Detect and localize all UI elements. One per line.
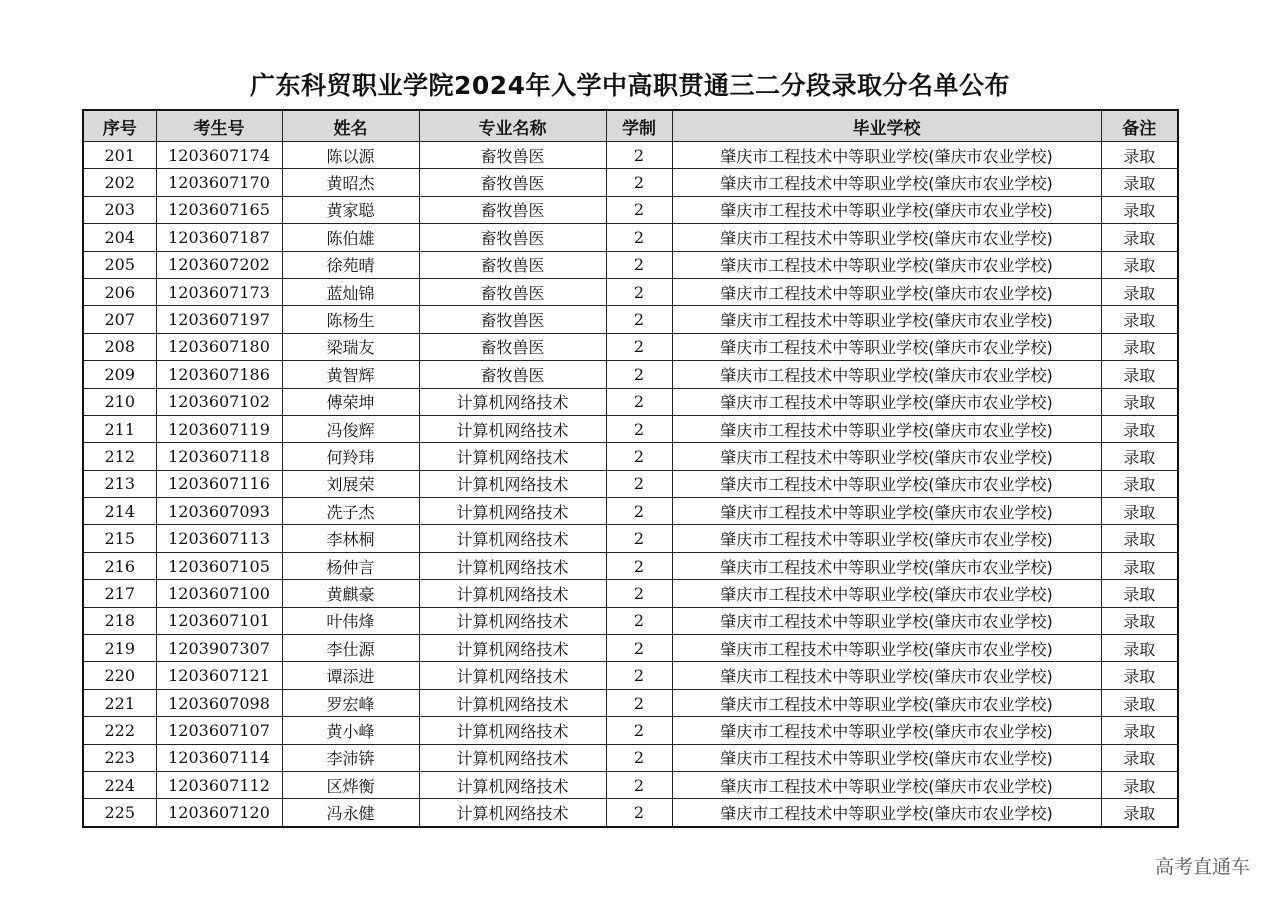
cell-name: 黄昭杰	[282, 169, 419, 196]
cell-remark: 录取	[1101, 525, 1178, 552]
cell-remark: 录取	[1101, 744, 1178, 771]
table-row	[83, 498, 1178, 525]
cell-duration: 2	[606, 744, 672, 771]
cell-exam-id: 1203607119	[156, 415, 282, 442]
cell-seq: 203	[83, 196, 156, 223]
cell-major: 计算机网络技术	[419, 525, 606, 552]
cell-school: 肇庆市工程技术中等职业学校(肇庆市农业学校)	[672, 717, 1101, 744]
cell-remark: 录取	[1101, 415, 1178, 442]
cell-remark: 录取	[1101, 388, 1178, 415]
cell-duration: 2	[606, 689, 672, 716]
cell-remark: 录取	[1101, 498, 1178, 525]
cell-remark: 录取	[1101, 799, 1178, 827]
column-header-exam-id: 考生号	[156, 110, 282, 142]
cell-seq: 217	[83, 580, 156, 607]
cell-school: 肇庆市工程技术中等职业学校(肇庆市农业学校)	[672, 224, 1101, 251]
cell-name: 陈以源	[282, 142, 419, 169]
cell-name: 罗宏峰	[282, 689, 419, 716]
cell-name: 徐苑晴	[282, 251, 419, 278]
cell-duration: 2	[606, 333, 672, 360]
cell-major: 畜牧兽医	[419, 306, 606, 333]
cell-school: 肇庆市工程技术中等职业学校(肇庆市农业学校)	[672, 306, 1101, 333]
table-row	[83, 443, 1178, 470]
cell-school: 肇庆市工程技术中等职业学校(肇庆市农业学校)	[672, 278, 1101, 305]
table-row	[83, 662, 1178, 689]
cell-name: 区烨衡	[282, 771, 419, 798]
cell-seq: 201	[83, 142, 156, 169]
cell-duration: 2	[606, 771, 672, 798]
cell-exam-id: 1203607107	[156, 717, 282, 744]
cell-name: 黄小峰	[282, 717, 419, 744]
cell-duration: 2	[606, 470, 672, 497]
table-row	[83, 251, 1178, 278]
cell-major: 计算机网络技术	[419, 443, 606, 470]
cell-duration: 2	[606, 662, 672, 689]
table-row	[83, 525, 1178, 552]
cell-seq: 212	[83, 443, 156, 470]
cell-duration: 2	[606, 196, 672, 223]
table-row	[83, 224, 1178, 251]
cell-duration: 2	[606, 799, 672, 827]
cell-duration: 2	[606, 580, 672, 607]
column-header-seq: 序号	[83, 110, 156, 142]
cell-exam-id: 1203607170	[156, 169, 282, 196]
cell-remark: 录取	[1101, 771, 1178, 798]
cell-duration: 2	[606, 278, 672, 305]
cell-seq: 218	[83, 607, 156, 634]
cell-duration: 2	[606, 224, 672, 251]
cell-exam-id: 1203607102	[156, 388, 282, 415]
cell-duration: 2	[606, 415, 672, 442]
cell-exam-id: 1203607173	[156, 278, 282, 305]
cell-seq: 215	[83, 525, 156, 552]
cell-name: 李沛锛	[282, 744, 419, 771]
cell-school: 肇庆市工程技术中等职业学校(肇庆市农业学校)	[672, 580, 1101, 607]
cell-school: 肇庆市工程技术中等职业学校(肇庆市农业学校)	[672, 443, 1101, 470]
cell-name: 陈杨生	[282, 306, 419, 333]
cell-exam-id: 1203607180	[156, 333, 282, 360]
cell-name: 李林桐	[282, 525, 419, 552]
cell-remark: 录取	[1101, 361, 1178, 388]
cell-remark: 录取	[1101, 169, 1178, 196]
cell-major: 计算机网络技术	[419, 552, 606, 579]
table-row	[83, 142, 1178, 169]
cell-school: 肇庆市工程技术中等职业学校(肇庆市农业学校)	[672, 799, 1101, 827]
cell-major: 计算机网络技术	[419, 717, 606, 744]
cell-exam-id: 1203607113	[156, 525, 282, 552]
cell-name: 李仕源	[282, 635, 419, 662]
watermark-text: 高考直通车	[1154, 856, 1250, 878]
cell-school: 肇庆市工程技术中等职业学校(肇庆市农业学校)	[672, 361, 1101, 388]
cell-school: 肇庆市工程技术中等职业学校(肇庆市农业学校)	[672, 662, 1101, 689]
cell-school: 肇庆市工程技术中等职业学校(肇庆市农业学校)	[672, 415, 1101, 442]
cell-exam-id: 1203607197	[156, 306, 282, 333]
cell-remark: 录取	[1101, 470, 1178, 497]
cell-seq: 214	[83, 498, 156, 525]
cell-seq: 220	[83, 662, 156, 689]
cell-duration: 2	[606, 388, 672, 415]
cell-major: 畜牧兽医	[419, 251, 606, 278]
cell-remark: 录取	[1101, 142, 1178, 169]
cell-name: 冼子杰	[282, 498, 419, 525]
cell-name: 何羚玮	[282, 443, 419, 470]
cell-seq: 208	[83, 333, 156, 360]
cell-major: 计算机网络技术	[419, 635, 606, 662]
cell-name: 杨仲言	[282, 552, 419, 579]
cell-school: 肇庆市工程技术中等职业学校(肇庆市农业学校)	[672, 689, 1101, 716]
cell-school: 肇庆市工程技术中等职业学校(肇庆市农业学校)	[672, 196, 1101, 223]
cell-major: 计算机网络技术	[419, 744, 606, 771]
cell-major: 畜牧兽医	[419, 278, 606, 305]
cell-exam-id: 1203607186	[156, 361, 282, 388]
cell-name: 叶伟烽	[282, 607, 419, 634]
cell-school: 肇庆市工程技术中等职业学校(肇庆市农业学校)	[672, 470, 1101, 497]
cell-remark: 录取	[1101, 607, 1178, 634]
cell-name: 黄家聪	[282, 196, 419, 223]
cell-major: 畜牧兽医	[419, 361, 606, 388]
cell-exam-id: 1203607093	[156, 498, 282, 525]
cell-duration: 2	[606, 607, 672, 634]
page-title: 广东科贸职业学院2024年入学中高职贯通三二分段录取分名单公布	[249, 71, 1011, 100]
column-header-school: 毕业学校	[672, 110, 1101, 142]
admission-table	[82, 109, 1179, 828]
cell-school: 肇庆市工程技术中等职业学校(肇庆市农业学校)	[672, 388, 1101, 415]
cell-major: 计算机网络技术	[419, 607, 606, 634]
cell-exam-id: 1203607118	[156, 443, 282, 470]
cell-duration: 2	[606, 306, 672, 333]
cell-school: 肇庆市工程技术中等职业学校(肇庆市农业学校)	[672, 525, 1101, 552]
cell-duration: 2	[606, 142, 672, 169]
cell-seq: 211	[83, 415, 156, 442]
table-row	[83, 196, 1178, 223]
cell-name: 傅荣坤	[282, 388, 419, 415]
cell-duration: 2	[606, 361, 672, 388]
cell-school: 肇庆市工程技术中等职业学校(肇庆市农业学校)	[672, 635, 1101, 662]
cell-remark: 录取	[1101, 443, 1178, 470]
cell-school: 肇庆市工程技术中等职业学校(肇庆市农业学校)	[672, 333, 1101, 360]
table-row	[83, 333, 1178, 360]
cell-exam-id: 1203607100	[156, 580, 282, 607]
cell-seq: 204	[83, 224, 156, 251]
cell-remark: 录取	[1101, 580, 1178, 607]
cell-school: 肇庆市工程技术中等职业学校(肇庆市农业学校)	[672, 498, 1101, 525]
cell-school: 肇庆市工程技术中等职业学校(肇庆市农业学校)	[672, 771, 1101, 798]
cell-exam-id: 1203607114	[156, 744, 282, 771]
cell-exam-id: 1203607120	[156, 799, 282, 827]
cell-remark: 录取	[1101, 224, 1178, 251]
cell-major: 计算机网络技术	[419, 388, 606, 415]
cell-duration: 2	[606, 498, 672, 525]
cell-duration: 2	[606, 717, 672, 744]
table-row	[83, 388, 1178, 415]
cell-school: 肇庆市工程技术中等职业学校(肇庆市农业学校)	[672, 744, 1101, 771]
cell-seq: 219	[83, 635, 156, 662]
table-row	[83, 689, 1178, 716]
cell-seq: 222	[83, 717, 156, 744]
table-row	[83, 771, 1178, 798]
cell-seq: 207	[83, 306, 156, 333]
cell-major: 畜牧兽医	[419, 169, 606, 196]
cell-name: 谭添进	[282, 662, 419, 689]
cell-major: 畜牧兽医	[419, 333, 606, 360]
table-row	[83, 361, 1178, 388]
cell-remark: 录取	[1101, 662, 1178, 689]
cell-major: 畜牧兽医	[419, 224, 606, 251]
cell-exam-id: 1203607202	[156, 251, 282, 278]
table-row	[83, 415, 1178, 442]
table-header-row	[83, 110, 1178, 142]
table-row	[83, 470, 1178, 497]
cell-duration: 2	[606, 251, 672, 278]
cell-remark: 录取	[1101, 552, 1178, 579]
column-header-remark: 备注	[1101, 110, 1178, 142]
cell-seq: 216	[83, 552, 156, 579]
cell-school: 肇庆市工程技术中等职业学校(肇庆市农业学校)	[672, 169, 1101, 196]
cell-major: 计算机网络技术	[419, 498, 606, 525]
cell-seq: 223	[83, 744, 156, 771]
cell-exam-id: 1203607116	[156, 470, 282, 497]
cell-exam-id: 1203607105	[156, 552, 282, 579]
cell-major: 计算机网络技术	[419, 415, 606, 442]
cell-seq: 221	[83, 689, 156, 716]
cell-remark: 录取	[1101, 251, 1178, 278]
cell-name: 梁瑞友	[282, 333, 419, 360]
cell-name: 陈伯雄	[282, 224, 419, 251]
cell-major: 计算机网络技术	[419, 662, 606, 689]
cell-remark: 录取	[1101, 333, 1178, 360]
cell-exam-id: 1203607165	[156, 196, 282, 223]
cell-name: 刘展荣	[282, 470, 419, 497]
cell-major: 畜牧兽医	[419, 196, 606, 223]
cell-name: 冯俊辉	[282, 415, 419, 442]
table-row	[83, 635, 1178, 662]
table-row	[83, 552, 1178, 579]
cell-major: 畜牧兽医	[419, 142, 606, 169]
cell-duration: 2	[606, 443, 672, 470]
cell-exam-id: 1203907307	[156, 635, 282, 662]
cell-seq: 213	[83, 470, 156, 497]
table-row	[83, 306, 1178, 333]
cell-seq: 224	[83, 771, 156, 798]
cell-seq: 205	[83, 251, 156, 278]
cell-duration: 2	[606, 552, 672, 579]
cell-seq: 210	[83, 388, 156, 415]
cell-name: 蓝灿锦	[282, 278, 419, 305]
cell-school: 肇庆市工程技术中等职业学校(肇庆市农业学校)	[672, 251, 1101, 278]
cell-duration: 2	[606, 525, 672, 552]
cell-remark: 录取	[1101, 689, 1178, 716]
table-row	[83, 607, 1178, 634]
column-header-major: 专业名称	[419, 110, 606, 142]
cell-seq: 206	[83, 278, 156, 305]
cell-exam-id: 1203607112	[156, 771, 282, 798]
table-row	[83, 580, 1178, 607]
cell-remark: 录取	[1101, 196, 1178, 223]
cell-exam-id: 1203607121	[156, 662, 282, 689]
table-body	[83, 142, 1178, 827]
cell-remark: 录取	[1101, 278, 1178, 305]
cell-exam-id: 1203607101	[156, 607, 282, 634]
cell-duration: 2	[606, 169, 672, 196]
cell-name: 冯永健	[282, 799, 419, 827]
cell-seq: 209	[83, 361, 156, 388]
cell-major: 计算机网络技术	[419, 771, 606, 798]
table-row	[83, 717, 1178, 744]
column-header-name: 姓名	[282, 110, 419, 142]
cell-seq: 202	[83, 169, 156, 196]
table-row	[83, 169, 1178, 196]
cell-remark: 录取	[1101, 635, 1178, 662]
cell-school: 肇庆市工程技术中等职业学校(肇庆市农业学校)	[672, 142, 1101, 169]
cell-remark: 录取	[1101, 717, 1178, 744]
cell-major: 计算机网络技术	[419, 470, 606, 497]
cell-school: 肇庆市工程技术中等职业学校(肇庆市农业学校)	[672, 607, 1101, 634]
cell-remark: 录取	[1101, 306, 1178, 333]
cell-seq: 225	[83, 799, 156, 827]
cell-school: 肇庆市工程技术中等职业学校(肇庆市农业学校)	[672, 552, 1101, 579]
cell-exam-id: 1203607098	[156, 689, 282, 716]
cell-exam-id: 1203607174	[156, 142, 282, 169]
table-row	[83, 799, 1178, 827]
cell-duration: 2	[606, 635, 672, 662]
cell-name: 黄智辉	[282, 361, 419, 388]
cell-major: 计算机网络技术	[419, 580, 606, 607]
cell-name: 黄麒豪	[282, 580, 419, 607]
cell-major: 计算机网络技术	[419, 689, 606, 716]
table-row	[83, 744, 1178, 771]
table-row	[83, 278, 1178, 305]
cell-exam-id: 1203607187	[156, 224, 282, 251]
column-header-duration: 学制	[606, 110, 672, 142]
cell-major: 计算机网络技术	[419, 799, 606, 827]
